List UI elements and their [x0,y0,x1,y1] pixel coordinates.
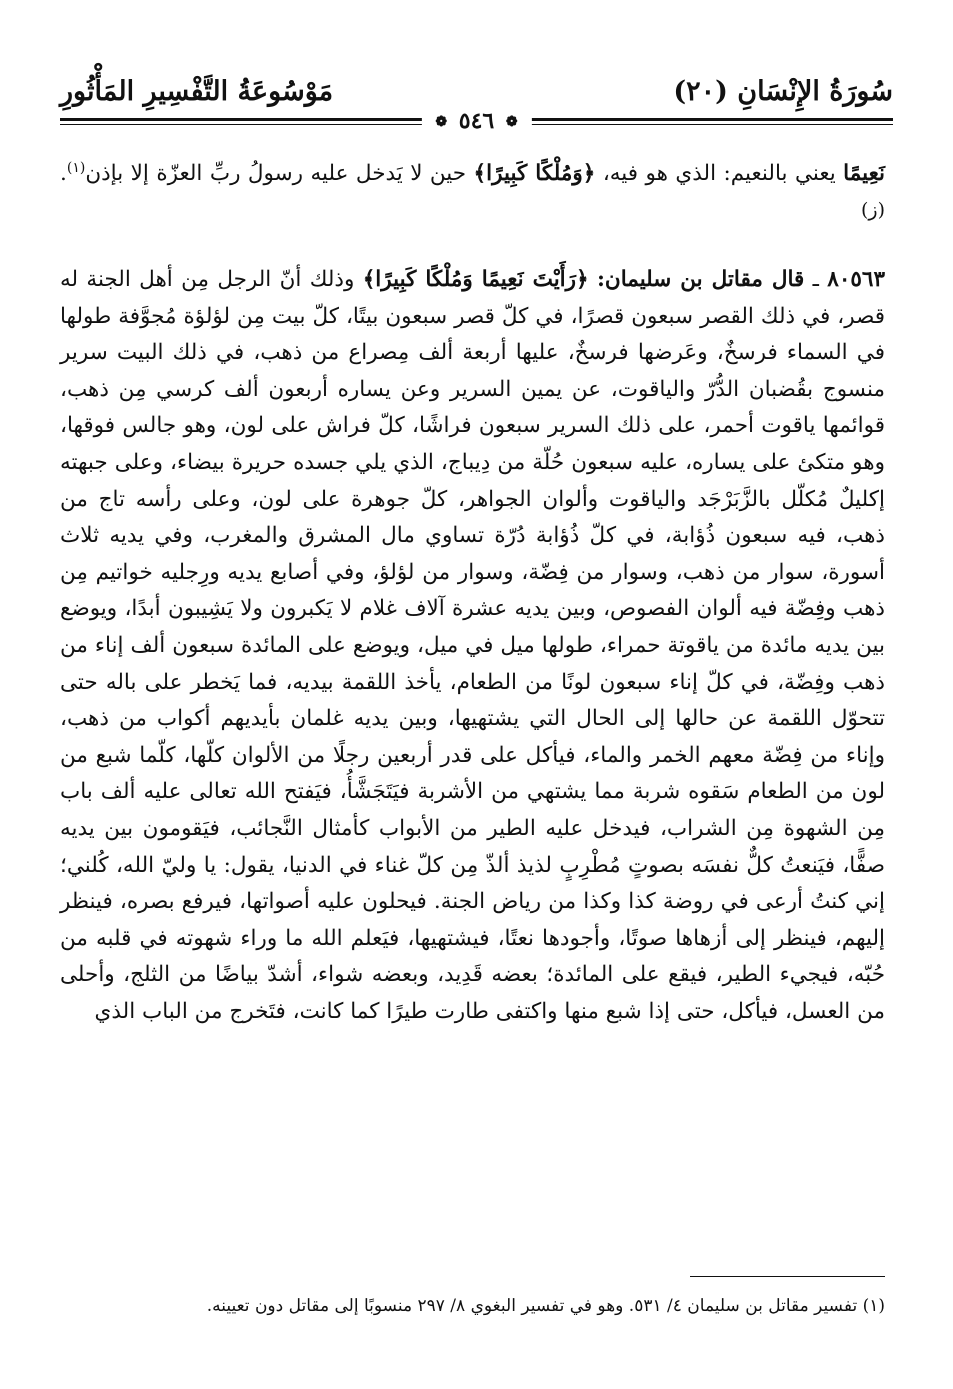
quran-word: نَعِيمًا [843,161,885,187]
footnote-separator [690,1276,885,1277]
hadith-paragraph [60,262,885,1030]
attribution-mark: (ز) [860,199,885,222]
hadith-number: ٨٠٥٦٣ [827,267,886,292]
intro-text-cont: حين لا يَدخل عليه رسولُ ربِّ العزّة إلا بإذن [85,161,467,187]
footnote: (١) تفسير مقاتل بن سليمان ٤/ ٥٣١. وهو في تفسير البغوي ٨/ ٢٩٧ منسوبًا إلى مقاتل دون تعيينه. [206,1296,885,1316]
intro-text: يعني بالنعيم: الذي هو فيه، [602,161,836,187]
page-number-box [421,108,531,134]
hadith-body: وذلك أنّ الرجل مِن أهل الجنة له قصر، في ذلك القصر سبعون قصرًا، في كلّ قصر سبعون بيتًا، كلّ بيت مِن لؤلؤة مُجوَّفة طولها في السماء فرسخٌ، وعَرضها فرسخٌ، عليها أربعة ألف مِصراع من ذهب، في ذلك البيت سرير منسوج بقُضبان الدُّرّ والياقوت، عن يمين السرير وعن يساره أربعون ألف كرسي مِن ذهب، قوائمها ياقوت أحمر، على ذلك السرير سبعون فراشًا، كلّ فراش على لون، وهو جالس فوقها، وهو متكئ على يساره، عليه سبعون حُلّة من دِيباج، الذي يلي جسده حريرة بيضاء، وعلى جبهته إكليلٌ مُكلّل بالزَّبَرْجَد والياقوت وألوان الجواهر، كلّ جوهرة على لون، وعلى رأسه تاج من ذهب، فيه سبعون ذُؤابة، في كلّ ذُؤابة دُرّة تساوي مال المشرق والمغرب، وفي يديه ثلاث أسورة، سوار من ذهب، وسوار من فِضّة، وسوار من لؤلؤ، وفي أصابع يديه ورِجليه خواتيم مِن ذهب وفِضّة فيه ألوان الفصوص، وبين يديه عشرة آلاف غلام لا يَكبرون ولا يَشِيبون أبدًا، ويوضع بين يديه مائدة من ياقوتة حمراء، طولها ميل في ميل، ويوضع على المائدة سبعون ألف إناء من ذهب وفِضّة، في كلّ إناء سبعون لونًا من الطعام، يأخذ اللقمة بيديه، فما يَخطر على باله حتى تتحوّل اللقمة عن حالها إلى الحال التي يشتهيها، وبين يديه غلمان بأيديهم أكواب من ذهب، وإناء من فِضّة معهم الخمر والماء، فيأكل على قدر أربعين رجلًا من الألوان كلّها، كلّما شبع من لون من الطعام سَقوه شربة مما يشتهي من الأشربة فيَتَجَشَّأُ، فيَفتح الله تعالى عليه ألف باب مِن الشهوة مِن الشراب، فيدخل عليه الطير من الأبواب كأمثال النَّجائب، فيَقومون بين يديه صفًّا، فيَنعتُ كلٌّ نفسَه بصوتٍ مُطْرِبٍ لذيذ ألذّ مِن كلّ غناء في الدنيا، يقول: يا وليّ الله، كُلني؛ إني كنتُ أرعى في روضة كذا وكذا من رياض الجنة. فيحلون عليه أصواتها، فيرفع بصره، فينظر إليهم، فينظر إلى أزهاها صوتًا، وأجودها نعتًا، فيشتهيها، فيَعلم الله ما وراء شهوته في قلبه من حُبّه، فيجيء الطير، فيقع على المائدة؛ بعضه قَدِيد، وبعضه شواء، أشدّ بياضًا من الثلج، وأحلى من العسل، فيأكل، حتى إذا شبع منها واكتفى طارت طيرًا كما كانت، فتَخرج من الباب الذي [60,267,885,1024]
intro-paragraph [60,150,885,228]
hadith-speaker: قال مقاتل بن سليمان: [596,267,805,292]
page-number: ٥٤٦ [458,108,495,134]
page-header [60,64,893,134]
book-title: مَوْسُوعَةُ التَّفْسِيرِ المَأْثُورِ [60,76,334,107]
surah-title: سُورَةُ الإِنْسَانِ (٢٠) [673,76,893,107]
hadith-dash: ـ [804,267,828,292]
intro-period: . [60,161,67,187]
ornament-icon: ❁ [435,114,448,130]
ornament-icon: ❁ [505,114,518,130]
footnote-ref[interactable]: (١) [66,160,86,176]
quran-quote: ﴿رَأَيْتَ نَعِيمًا وَمُلْكًا كَبِيرًا﴾ [362,267,589,292]
quran-quote: ﴿وَمُلْكًا كَبِيرًا﴾ [473,161,596,187]
